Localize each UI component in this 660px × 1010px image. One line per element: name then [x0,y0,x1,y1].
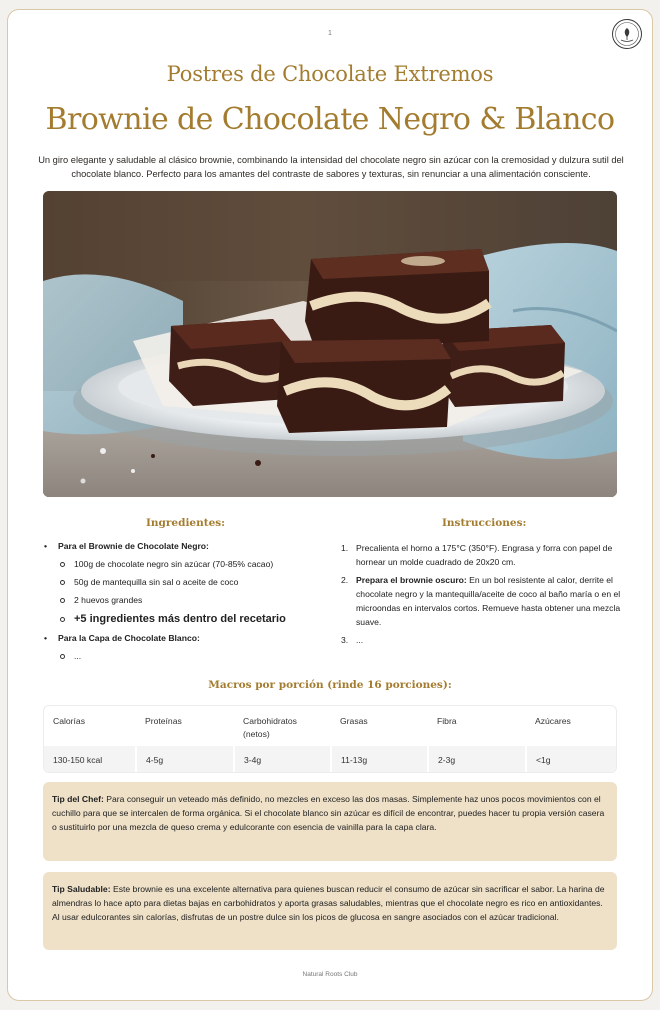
step-label: Prepara el brownie oscuro: [356,575,467,585]
ingredient-item: ... [74,651,82,661]
recipe-category: Postres de Chocolate Extremos [166,62,494,86]
table-cell: 130-150 kcal [44,746,136,773]
ingredient-item: 100g de chocolate negro sin azúcar (70-85% cacao) [74,559,274,569]
health-tip-label: Tip Saludable: [52,884,111,894]
step-text: ... [356,635,364,645]
club-logo [612,19,642,49]
table-cell: 2-3g [428,746,526,773]
list-item [60,577,324,587]
column-header: Grasas [340,716,368,726]
macros-heading: Macros por porción (rinde 16 porciones): [208,679,452,691]
column-header: Proteínas [145,716,182,726]
ingredients-list [44,541,324,669]
ingredient-item: 50g de mantequilla sin sal o aceite de coco [74,577,239,587]
page-number: 1 [328,30,332,37]
ingredient-item: 2 huevos grandes [74,595,143,605]
health-tip-box [43,872,617,950]
brownie-photo [43,191,617,497]
instruction-step: 3. ... [341,635,364,645]
ingredient-group: • Para la Capa de Chocolate Blanco: [44,633,200,643]
table-cell: 3-4g [234,746,331,773]
table-header-row [44,706,616,746]
health-tip-text: Este brownie es una excelente alternativa para quienes buscan reducir el consumo de azúcar sin sacrificar el sabor. La harina de almendras lo hace apto para dietas bajas en carbohidratos y aporta grasas saludables, mientras que el chocolate negro es rico en antioxidantes. Al usar edulcorantes sin calorías, disfrutas de un postre dulce sin los picos de glucosa en sangre asociados con el azúcar tradicional. [52,884,605,923]
column-header: Fibra [437,716,457,726]
chef-tip-text: Para conseguir un veteado más definido, no mezcles en exceso las dos masas. Simplemente haz unos pocos movimientos con el cuchillo para que se intercalen de forma orgánica. Si el chocolate blanco sin azúcar es difícil de encontrar, puedes hacer tu propia versión casera o sustituirlo por una mezcla de queso crema y edulcorante con esencia de vainilla para la capa clara. [52,794,605,833]
instruction-step: 2. Prepara el brownie oscuro: En un bol resistente al calor, derrite el chocolate negro y la mantequilla/aceite de coco al baño maría o en el microondas en intervalos cortos. Remueve hasta obtener una mezcla suave. [341,575,621,627]
table-row [44,746,616,773]
ingredient-group: • Para el Brownie de Chocolate Negro: [44,541,209,551]
step-text: En un bol resistente al calor, derrite el chocolate negro y la mantequilla/aceite de coco al baño maría o en el microondas en intervalos cortos. Remueve hasta obtener una mezcla suave. [356,575,621,627]
column-header: Carbohidratos (netos) [243,716,297,739]
ingredient-group-title: Para el Brownie de Chocolate Negro: [58,541,209,551]
leaf-icon [613,20,641,48]
column-header: Calorías [53,716,85,726]
ingredients-heading: Ingredientes: [146,517,226,529]
chef-tip-box [43,782,617,861]
more-ingredients-teaser: +5 ingredientes más dentro del recetario [60,613,324,625]
step-text: Precalienta el horno a 175°C (350°F). Engrasa y forra con papel de hornear un molde cuadrado de 20x20 cm. [356,543,613,567]
instructions-heading: Instrucciones: [442,517,527,529]
table-cell: 4-5g [136,746,234,773]
instruction-step: 1. Precalienta el horno a 175°C (350°F). Engrasa y forra con papel de hornear un molde cuadrado de 20x20 cm. [341,543,613,567]
column-header: Azúcares [535,716,571,726]
recipe-title: Brownie de Chocolate Negro & Blanco [45,102,615,137]
instructions-list [341,541,625,651]
table-cell: 11-13g [331,746,428,773]
macros-table [43,705,617,773]
recipe-intro: Un giro elegante y saludable al clásico brownie, combinando la intensidad del chocolate negro sin azúcar con la cremosidad y dulzura sutil del chocolate blanco. Perfecto para los amantes del contraste de sabores y texturas, sin renunciar a una alimentación consciente. [38,155,624,179]
table-cell: <1g [526,746,616,773]
page-footer: Natural Roots Club [302,971,358,978]
recipe-page [7,9,653,1001]
list-item [60,651,324,661]
list-item [60,559,324,569]
list-item [60,595,324,605]
chef-tip-label: Tip del Chef: [52,794,104,804]
ingredient-group-title: Para la Capa de Chocolate Blanco: [58,633,200,643]
